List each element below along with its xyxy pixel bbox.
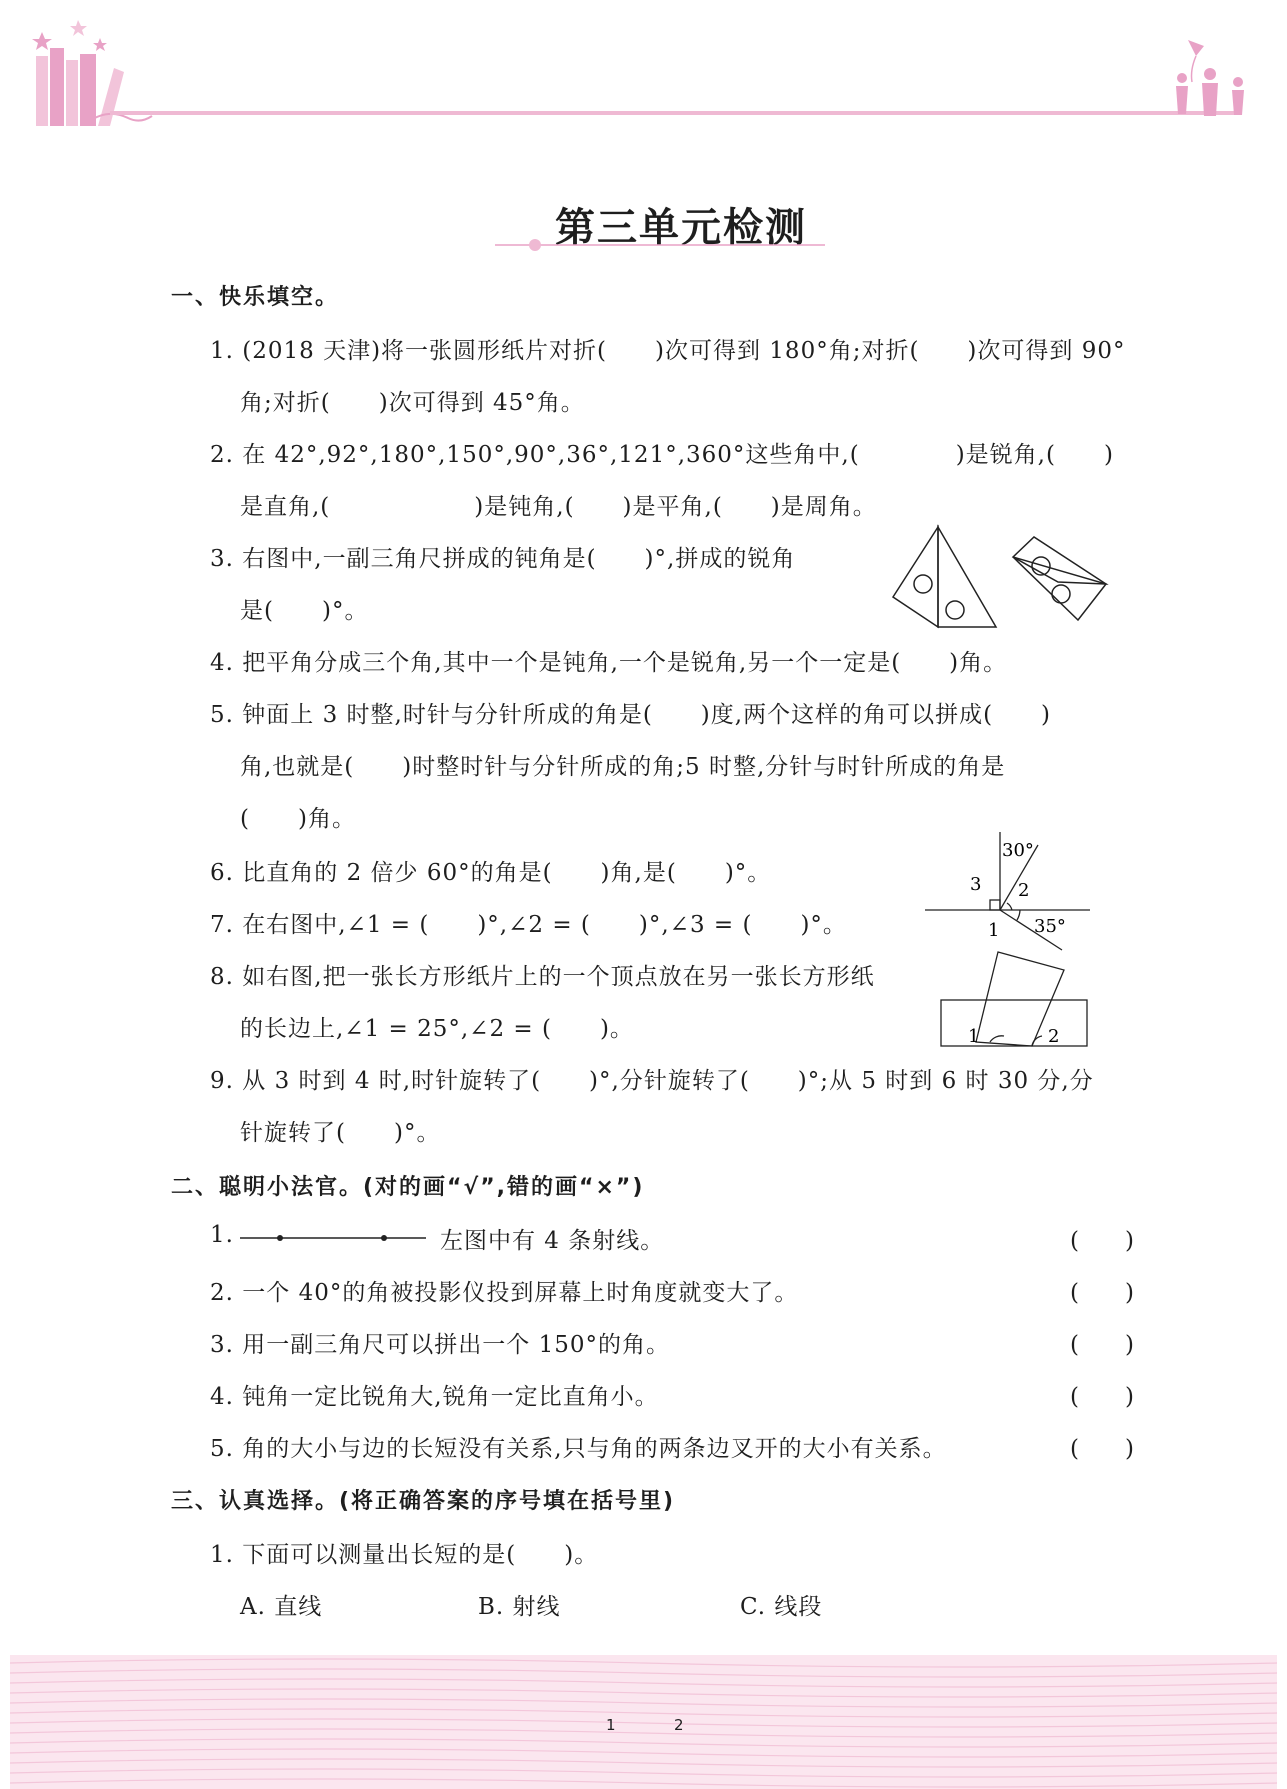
section2-heading: 二、聪明小法官。(对的画“√”,错的画“×”) (171, 1175, 645, 1200)
s1-line-14: 的长边上,∠1 = 25°,∠2 = ( )。 (240, 1016, 634, 1042)
s2-answer-3[interactable]: ( ) (1070, 1332, 1134, 1358)
s2-item-5: 5. 角的大小与边的长短没有关系,只与角的两条边叉开的大小有关系。 (210, 1436, 947, 1462)
s1-line-5: 3. 右图中,一副三角尺拼成的钝角是( )°,拼成的锐角 (210, 546, 796, 572)
s1-line-7: 4. 把平角分成三个角,其中一个是钝角,一个是锐角,另一个一定是( )角。 (210, 650, 1008, 676)
page-number-left: 1 (606, 1716, 616, 1734)
s2-answer-5[interactable]: ( ) (1070, 1436, 1134, 1462)
page-title: 第三单元检测 (555, 204, 807, 251)
s2-answer-1[interactable]: ( ) (1070, 1228, 1134, 1254)
s3-option-a[interactable]: A. 直线 (240, 1594, 323, 1620)
s1-line-10: ( )角。 (240, 806, 356, 832)
footer-wave-band (10, 1655, 1277, 1789)
s1-line-6: 是( )°。 (240, 598, 369, 624)
s3-question-1: 1. 下面可以测量出长短的是( )。 (210, 1542, 599, 1568)
triangle-ruler-d (1013, 557, 1106, 620)
s2-answer-2[interactable]: ( ) (1070, 1280, 1134, 1306)
s2-item-2: 2. 一个 40°的角被投影仪投到屏幕上时角度就变大了。 (210, 1280, 799, 1306)
angles-figure (920, 830, 1100, 960)
s2-item-1-text: 左图中有 4 条射线。 (440, 1228, 665, 1254)
s2-item-1-num: 1. (210, 1222, 234, 1248)
s3-option-b[interactable]: B. 射线 (478, 1594, 561, 1620)
header-rule (110, 111, 1235, 115)
fig8-label-2: 2 (1048, 1026, 1060, 1047)
ray-line-figure (238, 1228, 428, 1248)
fig7-label-35: 35° (1034, 916, 1066, 937)
rectangles-figure (936, 950, 1096, 1060)
s1-line-15: 9. 从 3 时到 4 时,时针旋转了( )°,分针旋转了( )°;从 5 时到 6 时 30 分,分 (210, 1068, 1094, 1094)
fig7-label-3: 3 (970, 874, 982, 895)
s2-answer-4[interactable]: ( ) (1070, 1384, 1134, 1410)
s2-item-4: 4. 钝角一定比锐角大,锐角一定比直角小。 (210, 1384, 659, 1410)
s1-line-4: 是直角,( )是钝角,( )是平角,( )是周角。 (240, 494, 877, 520)
s2-item-3: 3. 用一副三角尺可以拼出一个 150°的角。 (210, 1332, 670, 1358)
s1-line-9: 角,也就是( )时整时针与分针所成的角;5 时整,分针与时针所成的角是 (240, 754, 1006, 780)
s1-line-1: 1. (2018 天津)将一张圆形纸片对折( )次可得到 180°角;对折( )次可得到 90° (210, 338, 1126, 364)
fig7-label-1: 1 (988, 920, 1000, 941)
s1-line-8: 5. 钟面上 3 时整,时针与分针所成的角是( )度,两个这样的角可以拼成( ) (210, 702, 1052, 728)
triangle-ruler-a (893, 527, 938, 627)
fig7-label-30: 30° (1002, 840, 1034, 861)
s1-line-16: 针旋转了( )°。 (240, 1120, 441, 1146)
s3-option-c[interactable]: C. 线段 (740, 1594, 823, 1620)
section1-heading: 一、快乐填空。 (171, 285, 340, 310)
set-squares-figure (888, 522, 1118, 632)
s1-line-13: 8. 如右图,把一张长方形纸片上的一个顶点放在另一张长方形纸 (210, 964, 875, 990)
fig7-label-2: 2 (1018, 880, 1030, 901)
section3-heading: 三、认真选择。(将正确答案的序号填在括号里) (171, 1489, 676, 1514)
s1-line-11: 6. 比直角的 2 倍少 60°的角是( )角,是( )°。 (210, 860, 772, 886)
s1-line-3: 2. 在 42°,92°,180°,150°,90°,36°,121°,360°这些角中,( )是锐角,( ) (210, 442, 1114, 468)
s1-line-2: 角;对折( )次可得到 45°角。 (240, 390, 585, 416)
s1-line-12: 7. 在右图中,∠1 = ( )°,∠2 = ( )°,∠3 = ( )°。 (210, 912, 847, 938)
children-kite-icon (1160, 38, 1260, 118)
fig8-label-1: 1 (968, 1026, 980, 1047)
page-number-right: 2 (674, 1716, 684, 1734)
title-underline (495, 238, 825, 252)
